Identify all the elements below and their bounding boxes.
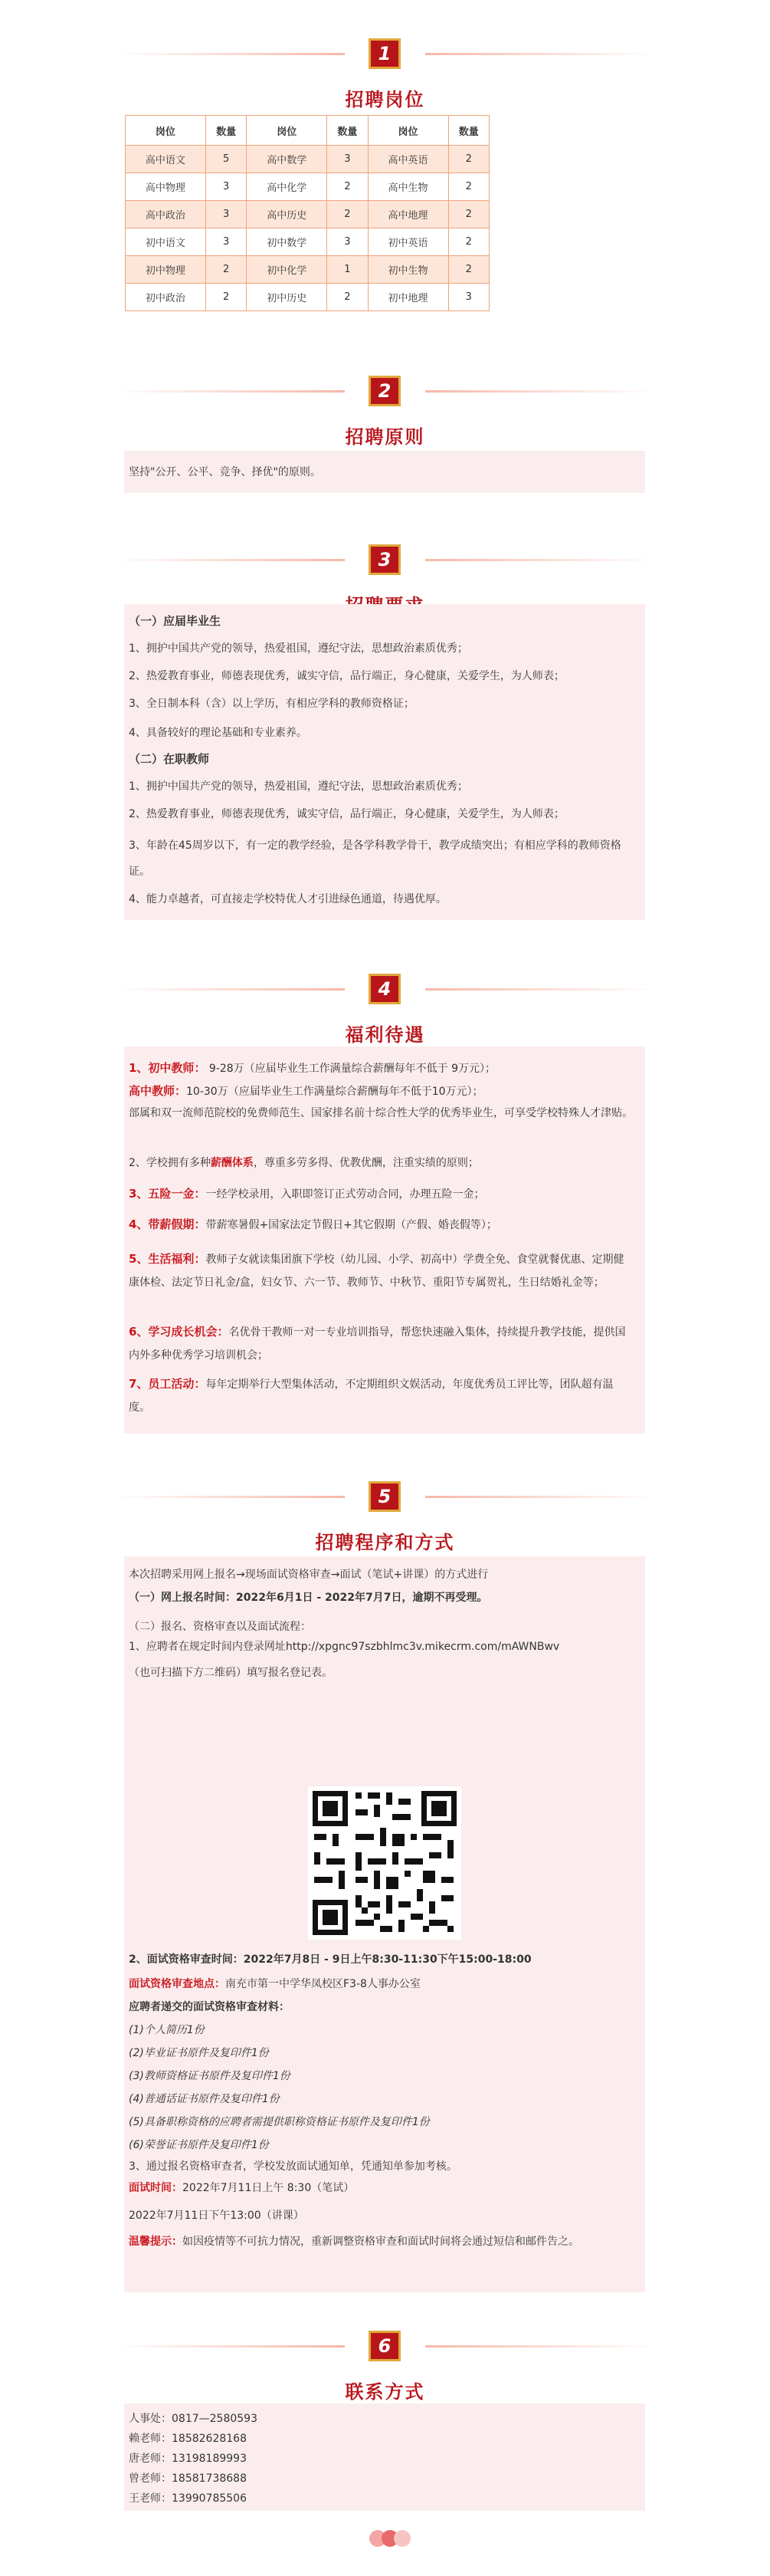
- header-cell: 数量: [448, 116, 490, 146]
- table-cell: 初中生物: [368, 256, 448, 284]
- table-cell: 高中生物: [368, 173, 448, 201]
- venue-line: [129, 1976, 421, 1992]
- table-cell: 初中语文: [126, 228, 206, 256]
- table-cell: 2: [448, 146, 490, 173]
- table-cell: 2: [205, 256, 246, 284]
- welfare-item: [129, 1247, 634, 1294]
- section-title: 招聘程序和方式: [315, 1532, 455, 1553]
- exam-label: 面试时间：: [129, 2182, 182, 2194]
- qr-code-image: [308, 1786, 461, 1940]
- section-number-badge: 3: [369, 544, 401, 575]
- section-title: 招聘岗位: [345, 89, 425, 110]
- material-item: (5)具备职称资格的应聘者需提供职称资格证书原件及复印件1份: [129, 2116, 430, 2128]
- table-cell: 2: [448, 228, 490, 256]
- welfare-label: 4、带薪假期：: [129, 1217, 206, 1231]
- section-number-badge: 6: [369, 2331, 401, 2361]
- principle-card: [124, 451, 645, 493]
- table-cell: 高中物理: [126, 173, 206, 201]
- requirement-item: 2、热爱教育事业，师德表现优秀，诚实守信，品行端正，身心健康，关爱学生，为人师表；: [129, 808, 565, 820]
- section-number-badge: 4: [369, 974, 401, 1004]
- table-cell: 3: [327, 228, 368, 256]
- table-cell: 初中化学: [247, 256, 327, 284]
- header-cell: 岗位: [126, 116, 206, 146]
- welfare-label: 6、学习成长机会：: [129, 1325, 229, 1339]
- welfare-label: 3、五险一金：: [129, 1187, 206, 1201]
- welfare-text: 2、学校拥有多种: [129, 1157, 211, 1169]
- divider: [425, 2345, 655, 2348]
- positions-table: [125, 115, 490, 311]
- principle-text: 坚持"公开、公平、竞争、择优"的原则。: [129, 466, 321, 478]
- divider: [115, 2345, 345, 2348]
- procedure-step: （也可扫描下方二维码）填写报名登记表。: [129, 1667, 333, 1679]
- exam-time: 2022年7月11日上午 8:30（笔试）: [182, 2182, 355, 2194]
- table-cell: 初中物理: [126, 256, 206, 284]
- welfare-item: [129, 1217, 497, 1233]
- incumbent-heading: （二）在职教师: [129, 752, 210, 766]
- decorative-dots: [368, 2527, 414, 2550]
- welfare-text: ，尊重多劳多得、优教优酬，注重实绩的原则；: [253, 1157, 479, 1169]
- material-item: (2)毕业证书原件及复印件1份: [129, 2047, 269, 2059]
- welfare-text: 9-28万（应届毕业生工作满量综合薪酬每年不低于 9万元）；: [208, 1063, 496, 1075]
- welfare-item: [129, 1186, 484, 1202]
- procedure-intro: 本次招聘采用网上报名→现场面试资格审查→面试（笔试+讲课）的方式进行: [129, 1569, 489, 1581]
- welfare-item: [129, 1320, 634, 1367]
- welfare-emphasis: 薪酬体系: [210, 1157, 254, 1169]
- welfare-text: 每年定期举行大型集体活动，不定期组织文娱活动，年度优秀员工评比等，团队超有温度。: [129, 1378, 614, 1414]
- requirements-card: [124, 604, 645, 920]
- contact-line: 曾老师：18581738688: [129, 2472, 247, 2485]
- welfare-text: 名优骨干教师一对一专业培训指导，帮您快速融入集体，持续提升教学技能，提供国内外多种优秀学习培训机会；: [129, 1326, 626, 1362]
- material-item: (1)个人简历1份: [129, 2024, 205, 2036]
- divider: [115, 988, 345, 991]
- welfare-label: 7、员工活动：: [129, 1377, 206, 1391]
- dot-icon: [394, 2530, 411, 2547]
- table-row: [126, 173, 490, 201]
- table-cell: 3: [205, 228, 246, 256]
- requirement-item: 3、全日制本科（含）以上学历，有相应学科的教师资格证；: [129, 698, 414, 710]
- table-cell: 2: [327, 284, 368, 311]
- table-cell: 高中数学: [247, 146, 327, 173]
- procedure-step: 2、面试资格审查时间：2022年7月8日 - 9日上午8:30-11:30下午15:00-18:00: [129, 1953, 532, 1966]
- divider: [425, 53, 655, 55]
- table-cell: 1: [327, 256, 368, 284]
- table-cell: 3: [448, 284, 490, 311]
- divider: [115, 53, 345, 55]
- table-cell: 初中政治: [126, 284, 206, 311]
- procedure-step: （二）报名、资格审查以及面试流程：: [129, 1621, 311, 1633]
- welfare-text: 教师子女就读集团旗下学校（幼儿园、小学、初高中）学费全免、食堂就餐优惠、定期健康体检、法定节日礼金/盒，妇女节、六一节、教师节、中秋节、重阳节专属贺礼，生日结婚礼金等；: [129, 1254, 624, 1289]
- requirement-item: 4、具备较好的理论基础和专业素养。: [129, 727, 307, 739]
- section-number-badge: 5: [369, 1481, 401, 1512]
- divider: [425, 1496, 655, 1498]
- exam-time: 2022年7月11日下午13:00（讲课）: [129, 2210, 304, 2222]
- table-cell: 3: [327, 146, 368, 173]
- materials-heading: 应聘者递交的面试资格审查材料：: [129, 2001, 290, 2013]
- table-cell: 初中数学: [247, 228, 327, 256]
- table-cell: 3: [205, 201, 246, 228]
- material-item: (3)教师资格证书原件及复印件1份: [129, 2070, 290, 2082]
- table-row: [126, 228, 490, 256]
- table-cell: 初中英语: [368, 228, 448, 256]
- tip-label: 温馨提示：: [129, 2236, 182, 2248]
- header-cell: 岗位: [368, 116, 448, 146]
- table-cell: 2: [205, 284, 246, 311]
- welfare-item: [129, 1060, 496, 1076]
- table-cell: 初中历史: [247, 284, 327, 311]
- material-item: (6)荣誉证书原件及复印件1份: [129, 2139, 269, 2151]
- table-cell: 高中政治: [126, 201, 206, 228]
- requirement-item: 3、年龄在45周岁以下，有一定的教学经验，是各学科教学骨干，教学成绩突出；有相应学科的教师资格证。: [129, 840, 621, 878]
- welfare-text: 一经学校录用，入职即签订正式劳动合同，办理五险一金；: [205, 1188, 485, 1201]
- table-cell: 高中语文: [126, 146, 206, 173]
- header-cell: 数量: [205, 116, 246, 146]
- contact-card: [124, 2404, 645, 2511]
- divider: [425, 988, 655, 991]
- divider: [425, 559, 655, 561]
- welfare-card: [124, 1046, 645, 1434]
- welfare-item: [129, 1083, 483, 1099]
- contact-line: 王老师：13990785506: [129, 2492, 247, 2505]
- table-cell: 2: [448, 201, 490, 228]
- exam-time-line: [129, 2180, 354, 2196]
- table-row: [126, 201, 490, 228]
- welfare-label: 高中教师：: [129, 1084, 187, 1098]
- table-cell: 2: [448, 173, 490, 201]
- requirement-item: 4、能力卓越者，可直接走学校特优人才引进绿色通道，待遇优厚。: [129, 893, 447, 905]
- tip-text: 如因疫情等不可抗力情况，重新调整资格审查和面试时间将会通过短信和邮件告之。: [182, 2236, 579, 2248]
- section-header-positions: [0, 31, 770, 115]
- welfare-label: 1、初中教师：: [129, 1061, 206, 1075]
- section-title: 招聘原则: [345, 426, 425, 448]
- welfare-item: [129, 1155, 479, 1171]
- procedure-step: （一）网上报名时间：2022年6月1日 - 2022年7月7日，逾期不再受理。: [129, 1592, 488, 1604]
- header-cell: 数量: [327, 116, 368, 146]
- tip-line: [129, 2231, 634, 2252]
- contact-line: 唐老师：13198189993: [129, 2453, 247, 2465]
- table-cell: 高中英语: [368, 146, 448, 173]
- divider: [115, 390, 345, 393]
- section-number-badge: 1: [369, 38, 401, 69]
- table-cell: 2: [448, 256, 490, 284]
- contact-line: 赖老师：18582628168: [129, 2433, 247, 2445]
- requirement-item: 1、拥护中国共产党的领导，热爱祖国，遵纪守法，思想政治素质优秀；: [129, 780, 468, 793]
- table-cell: 初中地理: [368, 284, 448, 311]
- table-row: [126, 256, 490, 284]
- table-cell: 高中化学: [247, 173, 327, 201]
- table-row: [126, 284, 490, 311]
- table-cell: 2: [327, 173, 368, 201]
- procedure-step: 3、通过报名资格审查者，学校发放面试通知单，凭通知单参加考核。: [129, 2160, 457, 2173]
- welfare-text: 部属和双一流师范院校的免费师范生、国家排名前十综合性大学的优秀毕业生，可享受学校特殊人才津贴。: [129, 1107, 633, 1119]
- table-cell: 高中历史: [247, 201, 327, 228]
- venue-text: 南充市第一中学华凤校区F3-8人事办公室: [225, 1978, 421, 1990]
- material-item: (4)普通话证书原件及复印件1份: [129, 2093, 280, 2105]
- procedure-card-continued: [124, 2208, 645, 2292]
- table-cell: 3: [205, 173, 246, 201]
- divider: [425, 390, 655, 393]
- table-row: [126, 146, 490, 173]
- section-header-contact: [0, 2323, 770, 2407]
- table-cell: 高中地理: [368, 201, 448, 228]
- welfare-text: 10-30万（应届毕业生工作满量综合薪酬每年不低于10万元）；: [186, 1086, 483, 1098]
- graduate-heading: （一）应届毕业生: [129, 614, 221, 628]
- registration-url[interactable]: 1、应聘者在规定时间内登录网址http://xpgnc97szbhlmc3v.mikecrm.com/mAWNBwv: [129, 1641, 560, 1653]
- table-cell: 5: [205, 146, 246, 173]
- section-number-badge: 2: [369, 376, 401, 406]
- divider: [115, 559, 345, 561]
- divider: [115, 1496, 345, 1498]
- section-header-principle: [0, 368, 770, 452]
- section-title: 福利待遇: [345, 1024, 425, 1046]
- venue-label: 面试资格审查地点：: [129, 1978, 225, 1990]
- requirement-item: 2、热爱教育事业，师德表现优秀，诚实守信，品行端正，身心健康，关爱学生，为人师表；: [129, 670, 565, 682]
- contact-line: 人事处：0817—2580593: [129, 2413, 257, 2425]
- header-cell: 岗位: [247, 116, 327, 146]
- table-header-row: [126, 116, 490, 146]
- section-header-welfare: [0, 966, 770, 1050]
- requirement-item: 1、拥护中国共产党的领导，热爱祖国，遵纪守法，思想政治素质优秀；: [129, 642, 468, 655]
- section-header-procedure: [0, 1474, 770, 1558]
- table-cell: 2: [327, 201, 368, 228]
- welfare-label: 5、生活福利：: [129, 1252, 206, 1266]
- section-title: 联系方式: [345, 2381, 425, 2403]
- welfare-item: [129, 1372, 634, 1419]
- welfare-text: 带薪寒暑假+国家法定节假日+其它假期（产假、婚丧假等）；: [205, 1219, 497, 1231]
